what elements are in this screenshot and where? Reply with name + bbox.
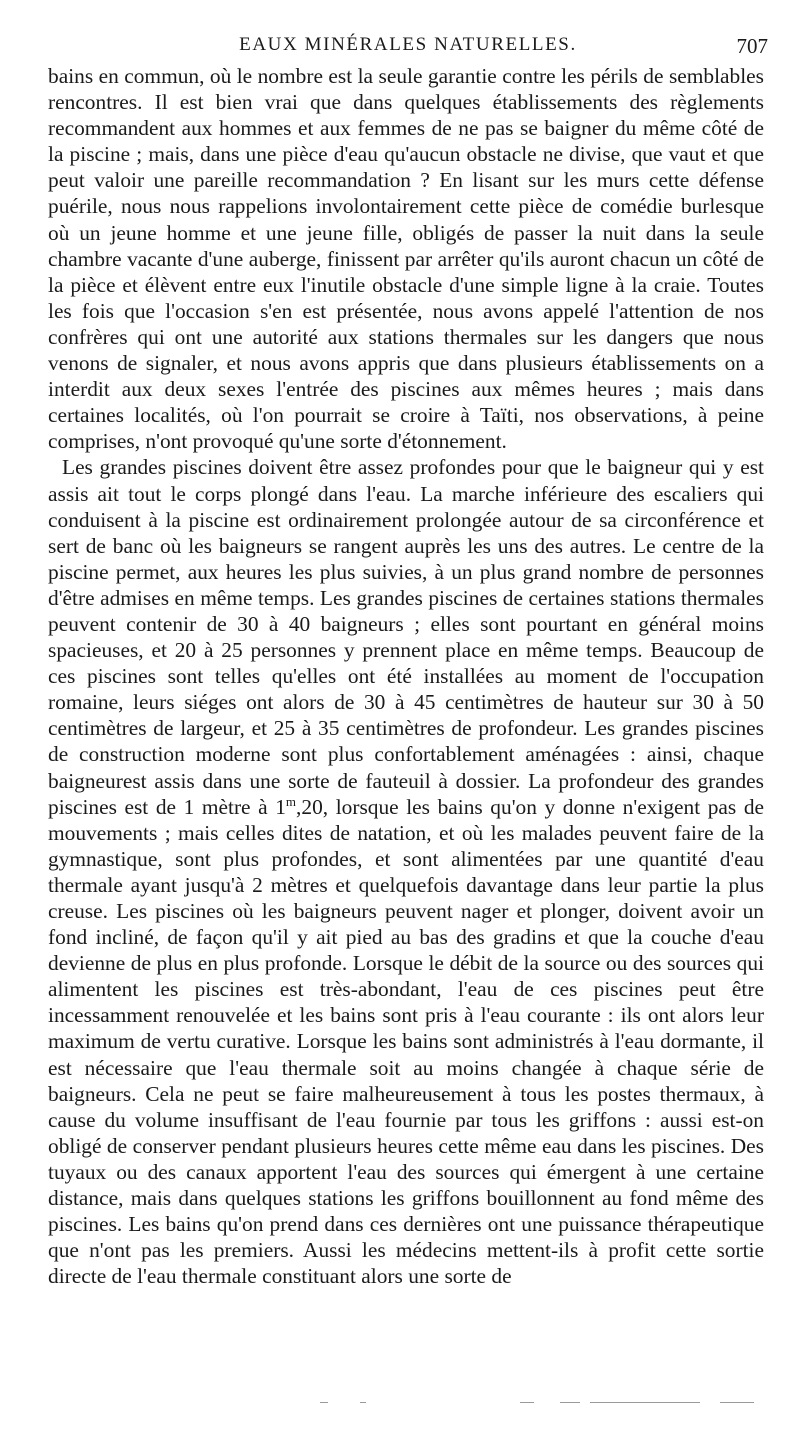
print-mark xyxy=(720,1402,754,1403)
print-mark xyxy=(320,1402,328,1403)
running-title: EAUX MINÉRALES NATURELLES. xyxy=(239,34,577,55)
paragraph-text: bains en commun, où le nombre est la seule garantie contre les périls de semblables rencontres. Il est bien vrai que dans quelques établissements des règlements recommandent aux hommes et aux femmes de ne pas se baigner du même côté de la piscine ; mais, dans une pièce d'eau qu'aucun obstacle ne divise, que vaut et que peut valoir une pareille recommandation ? En lisant sur les murs cette défense puérile, nous nous rappelions involontairement cette pièce de comédie burlesque où un jeune homme et une jeune fille, obligés de passer la nuit dans la seule chambre vacante d'une auberge, finissent par arrêter qu'ils auront chacun un côté de la pièce et élèvent entre eux l'inutile obstacle d'une simple ligne à la craie. Toutes les fois que l'occasion s'en est présentée, nous avons appelé l'attention de nos confrères qui ont une autorité aux stations thermales sur les dangers que nous venons de signaler, et nous avons appris que dans plusieurs établissements on a interdit aux deux sexes l'entrée des piscines aux mêmes heures ; mais dans certaines localités, où l'on pourrait se croire à Taïti, nos observations, à peine comprises, n'ont provoqué qu'une sorte d'étonnement. xyxy=(48,64,764,454)
paragraph-text-part-2: ,20, lorsque les bains qu'on y donne n'exigent pas de mouvements ; mais celles dites de natation, et où les malades peuvent faire de la gymnastique, sont plus profondes, et sont alimentées par une quantité d'eau thermale ayant jusqu'à 2 mètres et quelquefois davantage dans leur partie la plus creuse. Les piscines où les baigneurs peuvent nager et plonger, doivent avoir un fond incliné, de façon qu'il y ait pied au bas des gradins et que la couche d'eau devienne de plus en plus profonde. Lorsque le débit de la source ou des sources qui alimentent les piscines est très-abondant, l'eau de ces piscines peut être incessamment renouvelée et les bains sont pris à l'eau courante : ils ont alors leur maximum de vertu curative. Lorsque les bains sont administrés à l'eau dormante, il est nécessaire que l'eau thermale soit au moins changée à chaque série de baigneurs. Cela ne peut se faire malheureusement à tous les postes thermaux, à cause du volume insuffisant de l'eau fournie par tous les griffons : aussi est-on obligé de conserver pendant plusieurs heures cette même eau dans les piscines. Des tuyaux ou des canaux apportent l'eau des sources qui émergent à une certaine distance, mais dans quelques stations les griffons bouillonnent au fond même des piscines. Les bains qu'on prend dans ces dernières ont une puissance thérapeutique que n'ont pas les premiers. Aussi les médecins mettent-ils à profit cette sortie directe de l'eau thermale constituant alors une sorte de xyxy=(48,794,765,1289)
page-number: 707 xyxy=(736,34,768,58)
superscript-unit: m xyxy=(285,793,297,809)
print-mark xyxy=(590,1402,700,1403)
print-mark xyxy=(560,1402,580,1403)
paragraph-continuation xyxy=(48,63,764,454)
print-artifacts xyxy=(320,1398,760,1406)
running-header xyxy=(48,34,768,60)
print-mark xyxy=(360,1402,366,1403)
print-mark xyxy=(520,1402,534,1403)
body-text xyxy=(48,63,764,1289)
paragraph-piscines xyxy=(48,454,764,1289)
paragraph-text-part-1: Les grandes piscines doivent être assez profondes pour que le baigneur qui y est assis ait tout le corps plongé dans l'eau. La marche inférieure des escaliers qui conduisent à la piscine est ordinairement prolongée autour de sa circonférence et sert de banc où les baigneurs se rangent auprès les uns des autres. Le centre de la piscine permet, aux heures les plus suivies, à un plus grand nombre de personnes d'être admises en même temps. Les grandes piscines de certaines stations thermales peuvent contenir de 30 à 40 baigneurs ; elles sont pourtant en général moins spacieuses, et 20 à 25 personnes y prennent place en même temps. Beaucoup de ces piscines sont telles qu'elles ont été installées au moment de l'occupation romaine, leurs siéges ont alors de 30 à 45 centimètres de hauteur sur 30 à 50 centimètres de largeur, et 25 à 35 centimètres de profondeur. Les grandes piscines de construction moderne sont plus confortablement aménagées : ainsi, chaque baigneurest assis dans une sorte de fauteuil à dossier. La profondeur des grandes piscines est de 1 mètre à 1 xyxy=(48,455,764,819)
